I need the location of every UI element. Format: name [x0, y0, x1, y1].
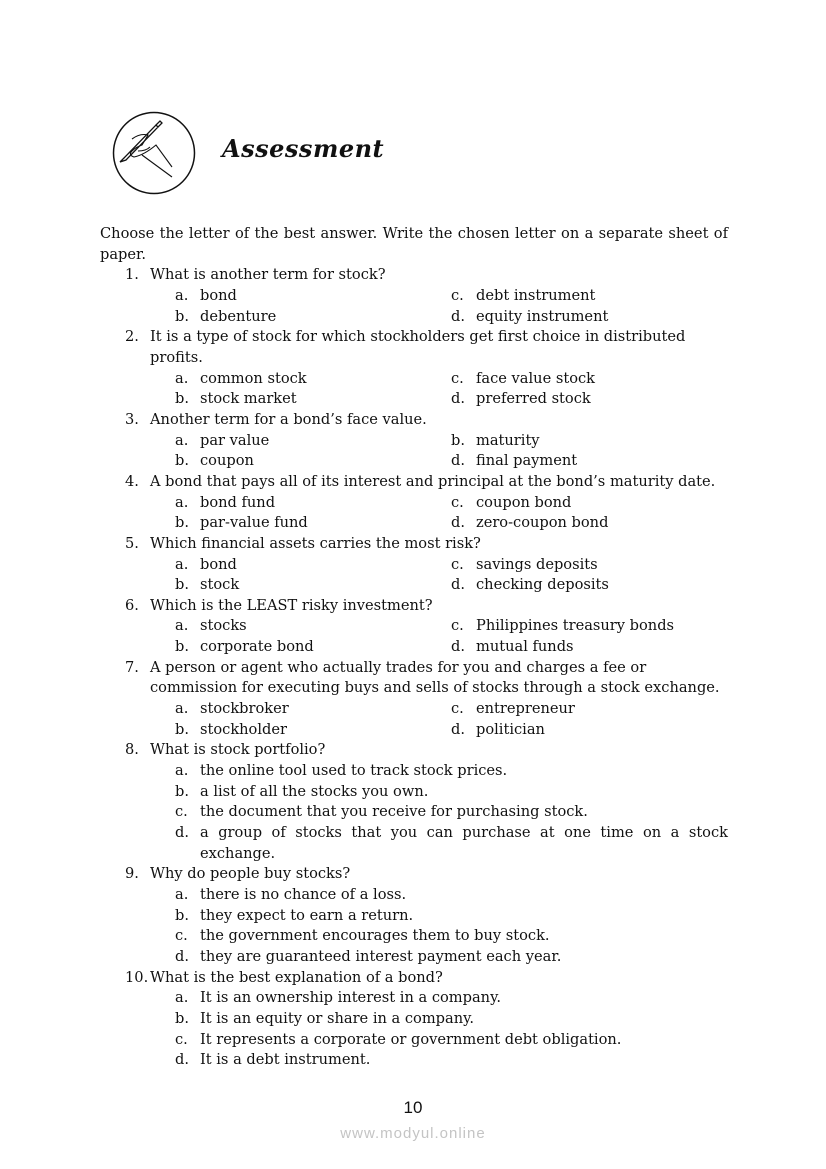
option-text: final payment	[476, 452, 578, 470]
option-letter: d.	[451, 390, 465, 408]
answer-option	[175, 286, 451, 307]
question-2	[100, 327, 728, 368]
answer-option	[175, 720, 451, 741]
assessment-content	[100, 224, 728, 1071]
option-text: maturity	[476, 431, 540, 449]
option-letter: d.	[451, 638, 465, 656]
answer-option	[175, 782, 728, 803]
option-letter: b.	[175, 782, 189, 800]
answer-option	[175, 761, 728, 782]
option-text: zero-coupon bond	[476, 514, 609, 532]
answer-option	[175, 906, 728, 927]
option-text: stock	[200, 576, 240, 594]
option-letter: c.	[175, 803, 188, 821]
options-row	[100, 555, 728, 576]
options-row	[100, 451, 728, 472]
option-letter: b.	[175, 720, 189, 738]
question-number: 8.	[125, 741, 139, 759]
option-text: they are guaranteed interest payment each year.	[200, 947, 562, 965]
options-row	[100, 699, 728, 720]
answer-option	[175, 575, 451, 596]
option-letter: b.	[175, 906, 189, 924]
question-number: 6.	[125, 596, 139, 614]
option-text: Philippines treasury bonds	[476, 617, 675, 635]
option-letter: b.	[175, 307, 189, 325]
option-text: debt instrument	[476, 286, 596, 304]
option-letter: b.	[175, 1009, 189, 1027]
options-row	[100, 493, 728, 514]
option-letter: c.	[451, 700, 464, 718]
option-letter: d.	[451, 720, 465, 738]
question-4	[100, 472, 728, 493]
option-letter: a.	[175, 555, 189, 573]
answer-option	[175, 926, 728, 947]
answer-option	[451, 307, 608, 328]
options-row	[100, 307, 728, 328]
option-letter: d.	[451, 452, 465, 470]
option-letter: d.	[451, 307, 465, 325]
answer-option	[175, 802, 728, 823]
question-text: It is a type of stock for which stockholders get first choice in distributed profits.	[150, 328, 686, 366]
question-8	[100, 740, 728, 761]
answer-option	[175, 389, 451, 410]
answer-option	[451, 369, 595, 390]
page-title: Assessment	[222, 134, 385, 163]
options-row	[100, 575, 728, 596]
question-10	[100, 968, 728, 989]
answer-option	[451, 431, 540, 452]
question-text: Why do people buy stocks?	[150, 865, 351, 883]
option-text: there is no chance of a loss.	[200, 886, 407, 903]
option-text: preferred stock	[476, 390, 591, 408]
answer-option	[175, 451, 451, 472]
option-text: the document that you receive for purchasing stock.	[200, 803, 588, 821]
option-text: par-value fund	[200, 514, 308, 532]
option-letter: b.	[175, 576, 189, 594]
answer-option	[451, 720, 545, 741]
option-text: par value	[200, 431, 270, 449]
options-row	[100, 616, 728, 637]
option-text: stocks	[200, 617, 247, 635]
answer-option	[451, 451, 577, 472]
answer-option	[175, 699, 451, 720]
options-row	[100, 431, 728, 452]
option-text: checking deposits	[476, 576, 609, 594]
answer-option	[175, 1050, 728, 1071]
options-list	[100, 761, 728, 864]
question-number: 7.	[125, 658, 139, 676]
question-text: What is another term for stock?	[150, 266, 386, 284]
option-text: entrepreneur	[476, 700, 575, 718]
question-text: Another term for a bond’s face value.	[150, 410, 427, 428]
page-number: 10	[403, 1098, 423, 1117]
option-text: savings deposits	[476, 555, 598, 573]
answer-option	[175, 885, 728, 906]
option-letter: c.	[451, 369, 464, 387]
answer-option	[451, 699, 575, 720]
options-row	[100, 369, 728, 390]
answer-option	[175, 988, 728, 1009]
question-text: Which financial assets carries the most risk?	[150, 534, 481, 552]
question-text: What is stock portfolio?	[150, 741, 326, 759]
answer-option	[175, 1030, 728, 1051]
option-letter: c.	[175, 1030, 188, 1048]
option-text: coupon bond	[476, 493, 572, 511]
answer-option	[175, 431, 451, 452]
option-letter: b.	[175, 638, 189, 656]
hand-writing-pencil-icon	[112, 111, 196, 195]
option-letter: c.	[451, 555, 464, 573]
option-text: bond	[200, 286, 237, 304]
option-text: It is an equity or share in a company.	[200, 1009, 475, 1027]
options-row	[100, 513, 728, 534]
option-text: debenture	[200, 307, 277, 325]
option-text: stockholder	[200, 720, 287, 738]
option-letter: d.	[175, 1051, 189, 1069]
question-number: 3.	[125, 410, 139, 428]
options-row	[100, 286, 728, 307]
option-text: stock market	[200, 390, 297, 408]
question-3	[100, 410, 728, 431]
option-text: It is an ownership interest in a company.	[200, 989, 502, 1007]
question-text: A person or agent who actually trades for you and charges a fee or commission for executing buys and sells of stocks through a stock exchange.	[150, 658, 720, 697]
option-text: they expect to earn a return.	[200, 906, 414, 924]
option-letter: c.	[175, 927, 188, 945]
option-letter: d.	[175, 824, 189, 842]
answer-option	[451, 637, 574, 658]
answer-option	[451, 555, 598, 576]
answer-option	[175, 947, 728, 968]
options-list	[100, 988, 728, 1071]
question-5	[100, 534, 728, 555]
question-text: What is the best explanation of a bond?	[150, 968, 443, 986]
option-letter: a.	[175, 989, 189, 1007]
watermark: www.modyul.online	[340, 1125, 486, 1142]
option-text: bond	[200, 555, 237, 573]
question-number: 1.	[125, 266, 139, 284]
option-text: It represents a corporate or government debt obligation.	[200, 1030, 622, 1048]
question-number: 10.	[125, 968, 149, 986]
option-text: the online tool used to track stock prices.	[200, 762, 508, 780]
option-letter: a.	[175, 286, 189, 304]
question-number: 5.	[125, 534, 139, 552]
option-text: corporate bond	[200, 638, 314, 656]
option-text: the government encourages them to buy stock.	[200, 927, 550, 945]
question-9	[100, 864, 728, 885]
option-text: bond fund	[200, 493, 276, 511]
option-text: face value stock	[476, 369, 595, 387]
option-letter: a.	[175, 369, 189, 387]
option-letter: a.	[175, 431, 189, 449]
question-text: A bond that pays all of its interest and principal at the bond’s maturity date.	[150, 472, 716, 490]
option-letter: c.	[451, 617, 464, 635]
option-text: equity instrument	[476, 307, 609, 325]
option-text: It is a debt instrument.	[200, 1051, 371, 1069]
answer-option	[451, 389, 591, 410]
question-6	[100, 596, 728, 617]
option-letter: a.	[175, 700, 189, 718]
option-letter: b.	[451, 431, 465, 449]
option-letter: a.	[175, 886, 189, 903]
answer-option	[451, 513, 608, 534]
option-text: a group of stocks that you can purchase at one time on a stock exchange.	[200, 824, 728, 862]
option-letter: b.	[175, 514, 189, 532]
answer-option	[175, 616, 451, 637]
question-number: 4.	[125, 472, 139, 490]
question-number: 2.	[125, 328, 139, 346]
question-1	[100, 265, 728, 286]
answer-option	[175, 637, 451, 658]
option-text: mutual funds	[476, 638, 574, 656]
options-row	[100, 720, 728, 741]
answer-option	[175, 307, 451, 328]
answer-option	[175, 493, 451, 514]
answer-option	[175, 1009, 728, 1030]
question-text: Which is the LEAST risky investment?	[150, 596, 433, 614]
options-list	[100, 885, 728, 968]
option-letter: c.	[451, 493, 464, 511]
option-text: common stock	[200, 369, 307, 387]
options-row	[100, 637, 728, 658]
option-letter: a.	[175, 493, 189, 511]
option-letter: b.	[175, 390, 189, 408]
answer-option	[175, 555, 451, 576]
option-letter: d.	[451, 576, 465, 594]
option-letter: a.	[175, 762, 189, 780]
option-text: a list of all the stocks you own.	[200, 782, 429, 800]
answer-option	[175, 513, 451, 534]
answer-option	[451, 616, 674, 637]
option-letter: b.	[175, 452, 189, 470]
option-letter: a.	[175, 617, 189, 635]
option-text: stockbroker	[200, 700, 289, 718]
option-text: coupon	[200, 452, 254, 470]
question-number: 9.	[125, 865, 139, 883]
answer-option	[451, 493, 571, 514]
option-letter: d.	[451, 514, 465, 532]
answer-option	[175, 369, 451, 390]
answer-option	[451, 286, 595, 307]
option-letter: c.	[451, 286, 464, 304]
options-row	[100, 389, 728, 410]
question-7	[100, 658, 728, 699]
question-list	[100, 265, 728, 1071]
option-text: politician	[476, 720, 545, 738]
answer-option	[175, 823, 728, 864]
answer-option	[451, 575, 609, 596]
option-letter: d.	[175, 947, 189, 965]
instructions: Choose the letter of the best answer. Write the chosen letter on a separate sheet of paper.	[100, 225, 728, 263]
